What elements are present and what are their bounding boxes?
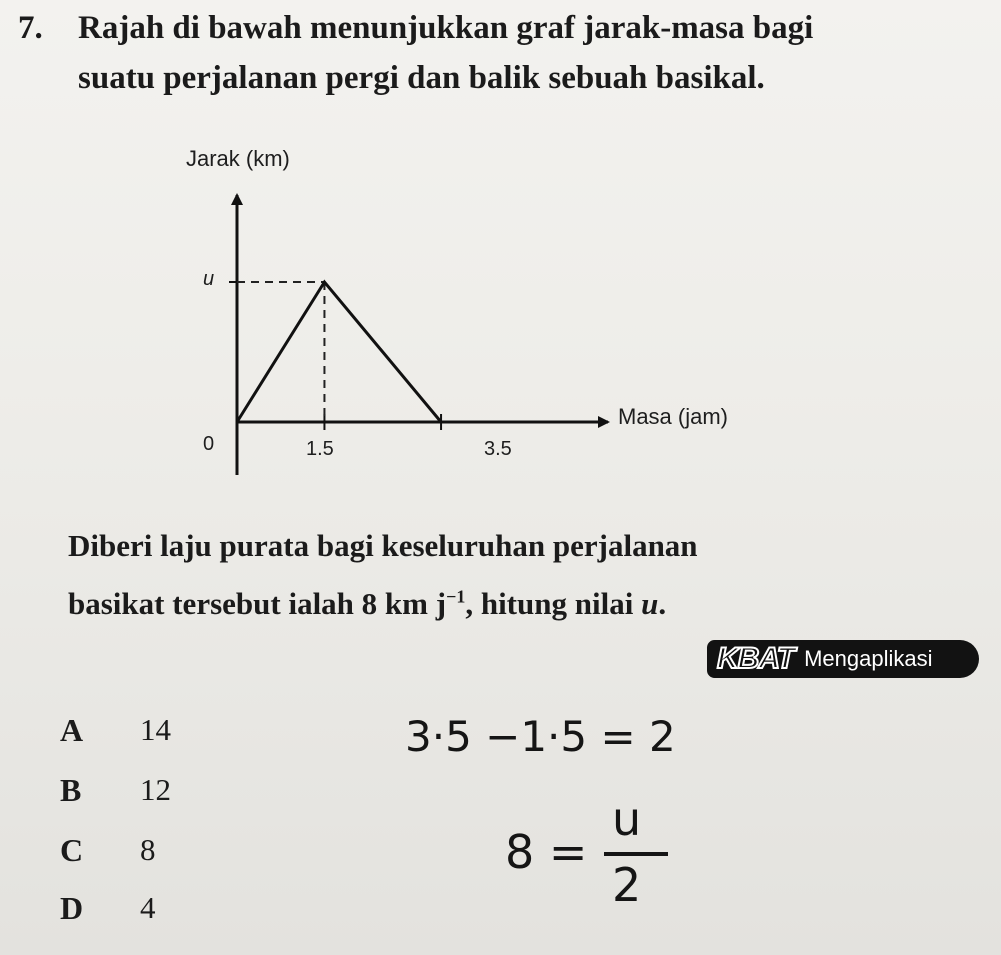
x-tick-label: 3.5 bbox=[484, 438, 512, 460]
badge-label: Mengaplikasi bbox=[804, 646, 933, 671]
series-line bbox=[237, 282, 441, 422]
question-line-2: suatu perjalanan pergi dan balik sebuah basikal. bbox=[78, 60, 765, 96]
option-a-letter: A bbox=[60, 712, 84, 748]
option-c-letter: C bbox=[60, 832, 84, 868]
option-d-value: 4 bbox=[140, 890, 156, 925]
given-line-1: Diberi laju purata bagi keseluruhan perjalanan bbox=[68, 528, 698, 563]
origin-label: 0 bbox=[203, 433, 215, 455]
option-a-value: 14 bbox=[140, 712, 171, 747]
y-tick-label: u bbox=[203, 268, 215, 290]
question-line-1: Rajah di bawah menunjukkan graf jarak-masa bagi bbox=[78, 10, 814, 46]
handwritten-working-line-1: 3·5 −1·5 = 2 bbox=[405, 712, 676, 761]
x-axis-title: Masa (jam) bbox=[618, 404, 729, 429]
given-line-2-mid: , hitung nilai bbox=[465, 586, 642, 621]
handwritten-numerator: u bbox=[612, 792, 642, 846]
unit-exponent: −1 bbox=[446, 586, 466, 607]
option-c-value: 8 bbox=[140, 832, 156, 867]
x-tick-label: 1.5 bbox=[306, 438, 334, 460]
kbat-logo: KBAT bbox=[717, 642, 795, 675]
option-b-letter: B bbox=[60, 772, 82, 808]
variable-u: u bbox=[641, 586, 659, 621]
handwritten-fraction-bar bbox=[604, 852, 668, 856]
question-number: 7. bbox=[18, 10, 43, 46]
given-line-2 bbox=[68, 586, 666, 622]
given-line-2-end: . bbox=[658, 586, 667, 621]
y-axis-title: Jarak (km) bbox=[186, 146, 290, 171]
handwritten-equation-lhs: 8 = bbox=[505, 825, 588, 879]
handwritten-denominator: 2 bbox=[612, 858, 642, 912]
option-d-letter: D bbox=[60, 890, 84, 926]
kbat-badge bbox=[707, 640, 979, 678]
given-line-2-start: basikat tersebut ialah 8 km j bbox=[68, 586, 447, 621]
option-b-value: 12 bbox=[140, 772, 171, 807]
